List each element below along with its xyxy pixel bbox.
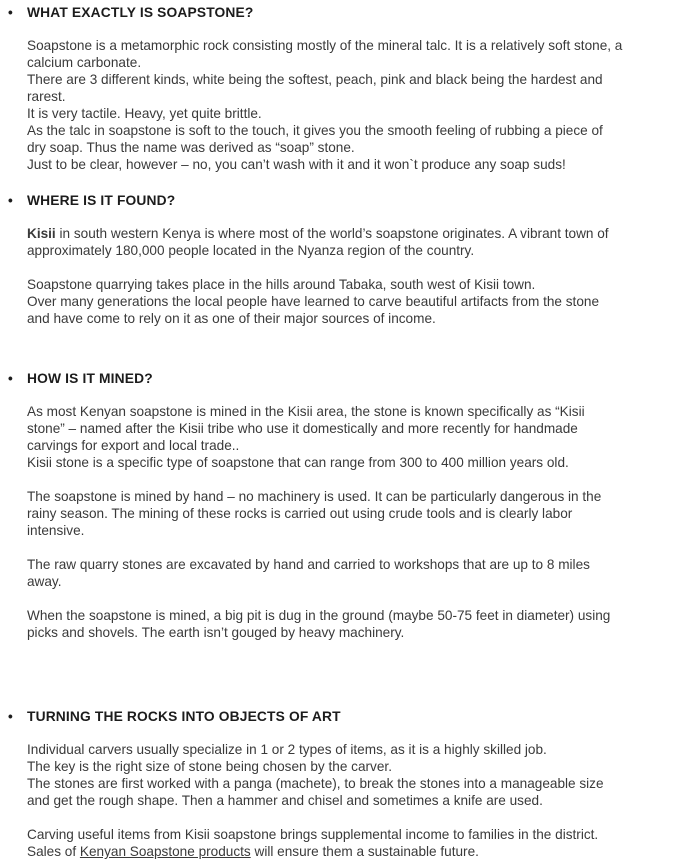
- text-line: approximately 180,000 people located in the Nyanza region of the country.: [27, 243, 475, 258]
- paragraph: [27, 37, 679, 173]
- text-line: carvings for export and local trade..: [27, 438, 240, 453]
- text-line: picks and shovels. The earth isn’t gouged by heavy machinery.: [27, 625, 405, 640]
- section-heading-row: [8, 370, 679, 387]
- text-line: Soapstone quarrying takes place in the hills around Tabaka, south west of Kisii town.: [27, 277, 536, 292]
- kenyan-soapstone-products-link[interactable]: Kenyan Soapstone products: [79, 844, 251, 859]
- text-line: As the talc in soapstone is soft to the touch, it gives you the smooth feeling of rubbing a piece of: [27, 123, 603, 138]
- text-line: and have come to rely on it as one of their major sources of income.: [27, 311, 436, 326]
- section-heading-row: [8, 192, 679, 209]
- text-segment: will ensure them a sustainable future.: [250, 844, 479, 859]
- text-line: Carving useful items from Kisii soapstone brings supplemental income to families in the district.: [27, 827, 599, 842]
- text-line: stone” – named after the Kisii tribe who use it domestically and more recently for handmade: [27, 421, 578, 436]
- text-line: [27, 843, 679, 860]
- paragraph: [27, 276, 679, 327]
- text-line: The key is the right size of stone being chosen by the carver.: [27, 759, 392, 774]
- paragraph: [27, 403, 679, 471]
- text-line: calcium carbonate.: [27, 55, 142, 70]
- section-what-exactly-is-soapstone: [8, 4, 679, 173]
- section-heading: WHAT EXACTLY IS SOAPSTONE?: [27, 5, 254, 20]
- paragraph: [27, 826, 679, 860]
- text-line: The stones are first worked with a panga (machete), to break the stones into a manageable size: [27, 776, 604, 791]
- paragraph: [27, 225, 679, 259]
- section-turning-rocks-into-art: [8, 708, 679, 860]
- text-line: There are 3 different kinds, white being the softest, peach, pink and black being the hardest and: [27, 72, 603, 87]
- section-heading: HOW IS IT MINED?: [27, 371, 153, 386]
- text-line: [27, 225, 679, 242]
- text-line: rarest.: [27, 89, 66, 104]
- paragraph: [27, 556, 679, 590]
- paragraph: [27, 488, 679, 539]
- bullet-icon: •: [8, 5, 13, 20]
- section-heading-row: [8, 708, 679, 725]
- text-line: intensive.: [27, 523, 85, 538]
- text-line: Kisii stone is a specific type of soapstone that can range from 300 to 400 million years old.: [27, 455, 569, 470]
- text-line: The soapstone is mined by hand – no machinery is used. It can be particularly dangerous in the: [27, 489, 602, 504]
- section-where-is-it-found: [8, 192, 679, 327]
- text-line: dry soap. Thus the name was derived as “soap” stone.: [27, 140, 355, 155]
- section-heading: WHERE IS IT FOUND?: [27, 193, 176, 208]
- bullet-icon: •: [8, 371, 13, 386]
- text-line: As most Kenyan soapstone is mined in the Kisii area, the stone is known specifically as “Kisii: [27, 404, 585, 419]
- text-line: rainy season. The mining of these rocks is carried out using crude tools and is clearly labor: [27, 506, 573, 521]
- paragraph: [27, 607, 679, 641]
- bullet-icon: •: [8, 709, 13, 724]
- text-line: away.: [27, 574, 62, 589]
- section-heading-row: [8, 4, 679, 21]
- text-segment: in south western Kenya is where most of the world’s soapstone originates. A vibrant town of: [55, 226, 609, 241]
- text-line: When the soapstone is mined, a big pit is dug in the ground (maybe 50-75 feet in diameter) using: [27, 608, 611, 623]
- paragraph: [27, 741, 679, 809]
- text-line: It is very tactile. Heavy, yet quite brittle.: [27, 106, 262, 121]
- text-line: Individual carvers usually specialize in 1 or 2 types of items, as it is a highly skilled job.: [27, 742, 547, 757]
- text-line: Soapstone is a metamorphic rock consisting mostly of the mineral talc. It is a relatively soft stone, a: [27, 38, 623, 53]
- text-line: Over many generations the local people have learned to carve beautiful artifacts from the stone: [27, 294, 600, 309]
- text-line: The raw quarry stones are excavated by hand and carried to workshops that are up to 8 miles: [27, 557, 590, 572]
- kisii-bold-text: Kisii: [27, 226, 56, 241]
- section-how-is-it-mined: [8, 370, 679, 641]
- section-heading: TURNING THE ROCKS INTO OBJECTS OF ART: [27, 709, 341, 724]
- text-segment: Sales of: [27, 844, 80, 859]
- text-line: Just to be clear, however – no, you can’t wash with it and it won`t produce any soap suds!: [27, 157, 566, 172]
- bullet-icon: •: [8, 193, 13, 208]
- text-line: and get the rough shape. Then a hammer and chisel and sometimes a knife are used.: [27, 793, 543, 808]
